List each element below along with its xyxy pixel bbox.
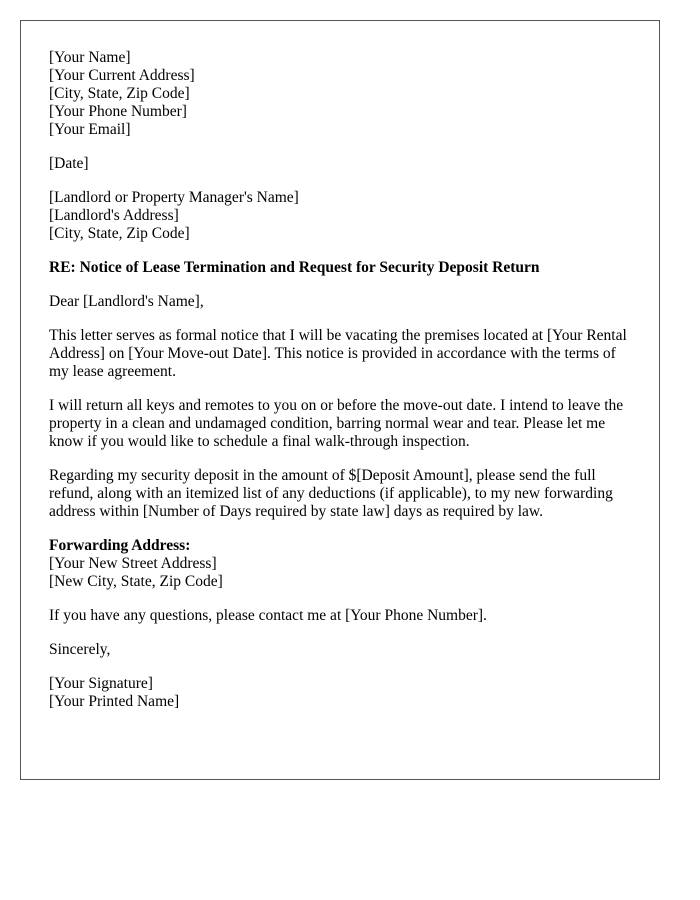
sender-address: [Your Current Address] — [49, 67, 195, 84]
letter-content — [49, 49, 639, 727]
contact-line: If you have any questions, please contact me at [Your Phone Number]. — [49, 607, 487, 624]
signature-placeholder: [Your Signature] — [49, 675, 153, 692]
recipient-name: [Landlord or Property Manager's Name] — [49, 189, 299, 206]
sender-email: [Your Email] — [49, 121, 131, 138]
sender-name: [Your Name] — [49, 49, 131, 66]
forwarding-street: [Your New Street Address] — [49, 555, 217, 572]
forwarding-city-state-zip: [New City, State, Zip Code] — [49, 573, 223, 590]
letter-date: [Date] — [49, 155, 89, 172]
sender-phone: [Your Phone Number] — [49, 103, 187, 120]
sender-block — [49, 49, 639, 139]
recipient-address: [Landlord's Address] — [49, 207, 179, 224]
recipient-block — [49, 189, 639, 243]
body-paragraph-2: I will return all keys and remotes to you on or before the move-out date. I intend to leave the property in a clean and undamaged condition, barring normal wear and tear. Please let me know if you would like to schedule a final walk-through inspection. — [49, 397, 624, 450]
sender-city-state-zip: [City, State, Zip Code] — [49, 85, 190, 102]
salutation: Dear [Landlord's Name], — [49, 293, 204, 310]
recipient-city-state-zip: [City, State, Zip Code] — [49, 225, 190, 242]
signature-block — [49, 675, 639, 711]
printed-name: [Your Printed Name] — [49, 693, 180, 710]
body-paragraph-1: This letter serves as formal notice that I will be vacating the premises located at [Your Rental Address] on [Your Move-out Date]. This notice is provided in accordance with the terms of my lease agreement. — [49, 327, 627, 380]
closing: Sincerely, — [49, 641, 111, 658]
letter-page — [20, 20, 660, 780]
subject-line: RE: Notice of Lease Termination and Request for Security Deposit Return — [49, 259, 540, 276]
date-block — [49, 155, 639, 173]
body-paragraph-3: Regarding my security deposit in the amount of $[Deposit Amount], please send the full refund, along with an itemized list of any deductions (if applicable), to my new forwarding address within [Number of Days required by state law] days as required by law. — [49, 467, 613, 520]
forwarding-heading: Forwarding Address: — [49, 537, 191, 554]
forwarding-address-block — [49, 537, 639, 591]
